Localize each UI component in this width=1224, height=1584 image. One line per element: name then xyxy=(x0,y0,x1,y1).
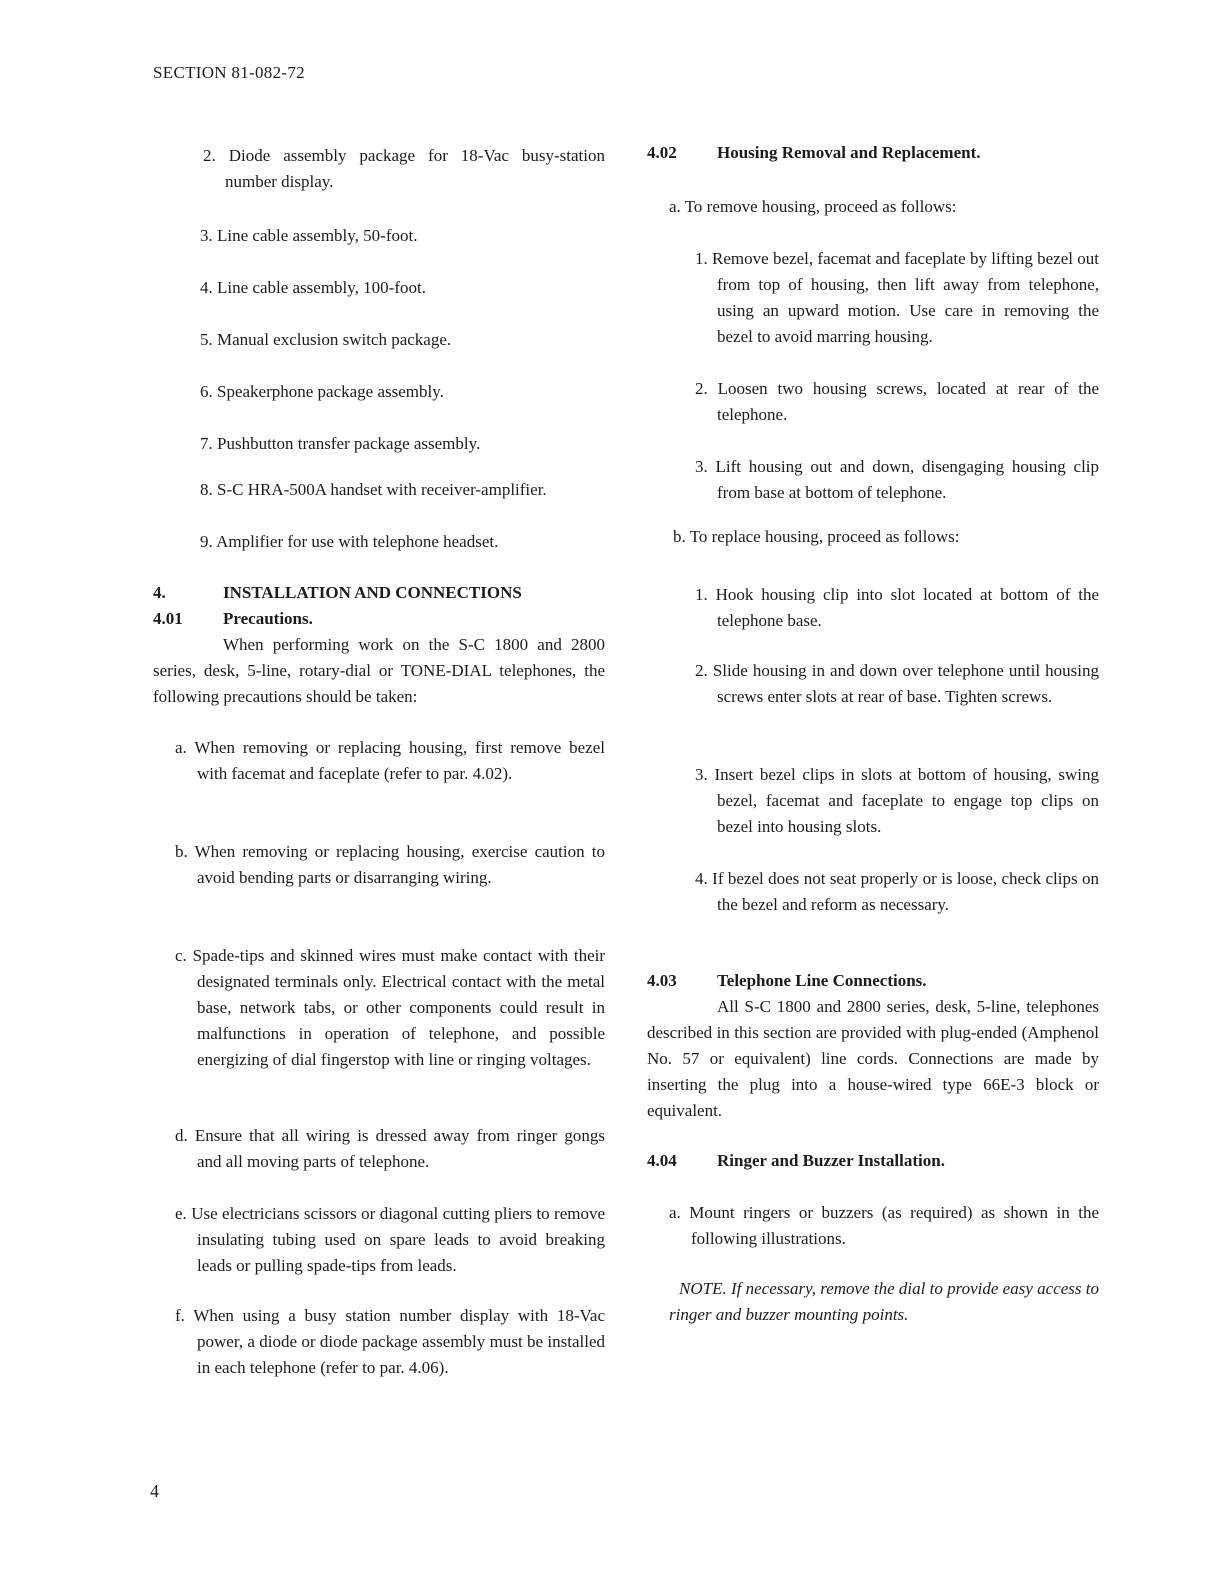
ringer-mount-text: a. Mount ringers or buzzers (as required) as shown in the following illustrations. xyxy=(669,1203,1099,1248)
list-item-3: 3. Line cable assembly, 50-foot. xyxy=(200,226,418,245)
precaution-d: d. Ensure that all wiring is dressed away from ringer gongs and all moving parts of telephone. xyxy=(175,1126,605,1171)
replace-intro: b. To replace housing, proceed as follows: xyxy=(673,527,960,546)
precaution-a: a. When removing or replacing housing, first remove bezel with facemat and faceplate (refer to par. 4.02). xyxy=(175,738,605,783)
precautions-intro: When performing work on the S-C 1800 and 2800 series, desk, 5-line, rotary-dial or TONE-DIAL telephones, the following precautions should be taken: xyxy=(153,635,605,706)
replace-step-3: 3. Insert bezel clips in slots at bottom of housing, swing bezel, facemat and faceplate to engage top clips on bezel into housing slots. xyxy=(695,765,1099,836)
replace-step-1: 1. Hook housing clip into slot located at bottom of the telephone base. xyxy=(695,585,1099,630)
precaution-c: c. Spade-tips and skinned wires must make contact with their designated terminals only. Electrical contact with the metal base, network tabs, or other components could result in malfunctions in operation of telephone, and possible energizing of dial fingerstop with line or ringing voltages. xyxy=(175,946,606,1069)
remove-step-3: 3. Lift housing out and down, disengaging housing clip from base at bottom of telephone. xyxy=(695,457,1100,502)
remove-step-1: 1. Remove bezel, facemat and faceplate by lifting bezel out from top of housing, then lift away from telephone, using an upward motion. Use care in removing the bezel to avoid marring housing. xyxy=(695,249,1099,346)
ringer-note: NOTE. If necessary, remove the dial to provide easy access to ringer and buzzer mounting points. xyxy=(669,1279,1099,1324)
page-number: 4 xyxy=(150,1481,159,1501)
remove-step-2: 2. Loosen two housing screws, located at rear of the telephone. xyxy=(695,379,1100,424)
section-401-heading: 4.01 Precautions. xyxy=(153,609,313,628)
remove-intro: a. To remove housing, proceed as follows: xyxy=(669,197,957,216)
list-item-2: 2. Diode assembly package for 18-Vac busy-station number display. xyxy=(203,146,605,191)
list-item-6: 6. Speakerphone package assembly. xyxy=(200,382,444,401)
list-item-4: 4. Line cable assembly, 100-foot. xyxy=(200,278,426,297)
precaution-b: b. When removing or replacing housing, exercise caution to avoid bending parts or disarranging wiring. xyxy=(175,842,605,887)
line-connections-body: All S-C 1800 and 2800 series, desk, 5-line, telephones described in this section are provided with plug-ended (Amphenol No. 57 or equivalent) line cords. Connections are made by inserting the plug into a house-wired type 66E-3 block or equivalent. xyxy=(647,997,1099,1120)
list-item-5: 5. Manual exclusion switch package. xyxy=(200,330,452,349)
section-403-heading: 4.03 Telephone Line Connections. xyxy=(647,971,927,990)
list-item-8: 8. S-C HRA-500A handset with receiver-amplifier. xyxy=(200,480,547,499)
list-item-7: 7. Pushbutton transfer package assembly. xyxy=(200,434,481,453)
precaution-f: f. When using a busy station number display with 18-Vac power, a diode or diode package assembly must be installed in each telephone (refer to par. 4.06). xyxy=(175,1306,605,1377)
section-402-heading: 4.02 Housing Removal and Replacement. xyxy=(647,143,981,162)
list-item-9: 9. Amplifier for use with telephone headset. xyxy=(200,532,499,551)
section-404-heading: 4.04 Ringer and Buzzer Installation. xyxy=(647,1151,945,1170)
precaution-e: e. Use electricians scissors or diagonal cutting pliers to remove insulating tubing used on spare leads to avoid breaking leads or pulling spade-tips from leads. xyxy=(175,1204,606,1275)
section-header: SECTION 81-082-72 xyxy=(153,63,305,82)
replace-step-2: 2. Slide housing in and down over telephone until housing screws enter slots at rear of base. Tighten screws. xyxy=(695,661,1099,706)
section-4-heading: 4. INSTALLATION AND CONNECTIONS xyxy=(153,583,522,602)
replace-step-4: 4. If bezel does not seat properly or is loose, check clips on the bezel and reform as necessary. xyxy=(695,869,1100,914)
